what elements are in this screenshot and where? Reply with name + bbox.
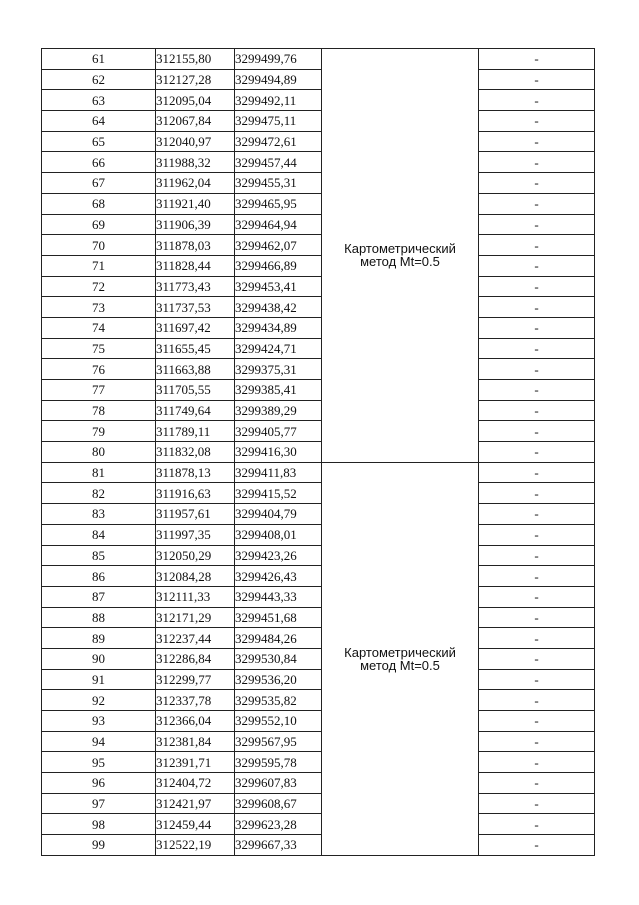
value-cell: - bbox=[479, 607, 595, 628]
point-number-cell: 71 bbox=[42, 255, 156, 276]
x-coordinate-cell: 311906,39 bbox=[156, 214, 235, 235]
x-coordinate-cell: 312067,84 bbox=[156, 111, 235, 132]
x-coordinate-cell: 311789,11 bbox=[156, 421, 235, 442]
table-row bbox=[42, 359, 595, 380]
y-coordinate-cell: 3299466,89 bbox=[235, 255, 322, 276]
x-coordinate-cell: 311832,08 bbox=[156, 442, 235, 463]
point-number-cell: 97 bbox=[42, 793, 156, 814]
method-text: Картометрический bbox=[344, 644, 456, 660]
value-cell: - bbox=[479, 173, 595, 194]
value-cell: - bbox=[479, 648, 595, 669]
point-number-cell: 63 bbox=[42, 90, 156, 111]
point-number-cell: 96 bbox=[42, 773, 156, 794]
y-coordinate-cell: 3299405,77 bbox=[235, 421, 322, 442]
table-row bbox=[42, 752, 595, 773]
x-coordinate-cell: 312522,19 bbox=[156, 835, 235, 856]
value-cell: - bbox=[479, 214, 595, 235]
y-coordinate-cell: 3299375,31 bbox=[235, 359, 322, 380]
y-coordinate-cell: 3299434,89 bbox=[235, 317, 322, 338]
x-coordinate-cell: 312391,71 bbox=[156, 752, 235, 773]
x-coordinate-cell: 312155,80 bbox=[156, 49, 235, 70]
x-coordinate-cell: 312095,04 bbox=[156, 90, 235, 111]
y-coordinate-cell: 3299623,28 bbox=[235, 814, 322, 835]
table-row bbox=[42, 255, 595, 276]
point-number-cell: 90 bbox=[42, 648, 156, 669]
value-cell: - bbox=[479, 483, 595, 504]
y-coordinate-cell: 3299475,11 bbox=[235, 111, 322, 132]
value-cell: - bbox=[479, 628, 595, 649]
table-row bbox=[42, 835, 595, 856]
value-cell: - bbox=[479, 111, 595, 132]
y-coordinate-cell: 3299494,89 bbox=[235, 69, 322, 90]
point-number-cell: 87 bbox=[42, 586, 156, 607]
point-number-cell: 98 bbox=[42, 814, 156, 835]
value-cell: - bbox=[479, 193, 595, 214]
table-row bbox=[42, 628, 595, 649]
value-cell: - bbox=[479, 255, 595, 276]
point-number-cell: 78 bbox=[42, 400, 156, 421]
point-number-cell: 72 bbox=[42, 276, 156, 297]
table-row bbox=[42, 524, 595, 545]
table-row bbox=[42, 400, 595, 421]
point-number-cell: 91 bbox=[42, 669, 156, 690]
value-cell: - bbox=[479, 338, 595, 359]
method-text: Картометрический bbox=[344, 241, 456, 257]
x-coordinate-cell: 312366,04 bbox=[156, 711, 235, 732]
y-coordinate-cell: 3299411,83 bbox=[235, 462, 322, 483]
value-cell: - bbox=[479, 297, 595, 318]
value-cell: - bbox=[479, 545, 595, 566]
x-coordinate-cell: 311878,13 bbox=[156, 462, 235, 483]
x-coordinate-cell: 312381,84 bbox=[156, 731, 235, 752]
table-row bbox=[42, 669, 595, 690]
x-coordinate-cell: 312171,29 bbox=[156, 607, 235, 628]
x-coordinate-cell: 311705,55 bbox=[156, 380, 235, 401]
value-cell: - bbox=[479, 235, 595, 256]
x-coordinate-cell: 311878,03 bbox=[156, 235, 235, 256]
table-row bbox=[42, 711, 595, 732]
y-coordinate-cell: 3299567,95 bbox=[235, 731, 322, 752]
table-row bbox=[42, 69, 595, 90]
table-row bbox=[42, 421, 595, 442]
table-row bbox=[42, 566, 595, 587]
coordinates-table bbox=[41, 48, 595, 856]
y-coordinate-cell: 3299404,79 bbox=[235, 504, 322, 525]
point-number-cell: 94 bbox=[42, 731, 156, 752]
y-coordinate-cell: 3299608,67 bbox=[235, 793, 322, 814]
point-number-cell: 99 bbox=[42, 835, 156, 856]
point-number-cell: 88 bbox=[42, 607, 156, 628]
value-cell: - bbox=[479, 566, 595, 587]
value-cell: - bbox=[479, 400, 595, 421]
x-coordinate-cell: 311663,88 bbox=[156, 359, 235, 380]
table-row bbox=[42, 607, 595, 628]
y-coordinate-cell: 3299464,94 bbox=[235, 214, 322, 235]
x-coordinate-cell: 311957,61 bbox=[156, 504, 235, 525]
x-coordinate-cell: 311962,04 bbox=[156, 173, 235, 194]
y-coordinate-cell: 3299443,33 bbox=[235, 586, 322, 607]
value-cell: - bbox=[479, 442, 595, 463]
table-row bbox=[42, 586, 595, 607]
value-cell: - bbox=[479, 317, 595, 338]
point-number-cell: 80 bbox=[42, 442, 156, 463]
x-coordinate-cell: 311655,45 bbox=[156, 338, 235, 359]
y-coordinate-cell: 3299472,61 bbox=[235, 131, 322, 152]
x-coordinate-cell: 312237,44 bbox=[156, 628, 235, 649]
value-cell: - bbox=[479, 152, 595, 173]
y-coordinate-cell: 3299455,31 bbox=[235, 173, 322, 194]
x-coordinate-cell: 311697,42 bbox=[156, 317, 235, 338]
y-coordinate-cell: 3299536,20 bbox=[235, 669, 322, 690]
value-cell: - bbox=[479, 462, 595, 483]
value-cell: - bbox=[479, 690, 595, 711]
table-row bbox=[42, 731, 595, 752]
coordinates-table-body bbox=[42, 49, 595, 856]
table-row bbox=[42, 317, 595, 338]
point-number-cell: 92 bbox=[42, 690, 156, 711]
x-coordinate-cell: 311997,35 bbox=[156, 524, 235, 545]
x-coordinate-cell: 312337,78 bbox=[156, 690, 235, 711]
point-number-cell: 89 bbox=[42, 628, 156, 649]
y-coordinate-cell: 3299457,44 bbox=[235, 152, 322, 173]
point-number-cell: 69 bbox=[42, 214, 156, 235]
value-cell: - bbox=[479, 711, 595, 732]
x-coordinate-cell: 312050,29 bbox=[156, 545, 235, 566]
x-coordinate-cell: 311737,53 bbox=[156, 297, 235, 318]
table-row bbox=[42, 793, 595, 814]
table-row bbox=[42, 90, 595, 111]
y-coordinate-cell: 3299438,42 bbox=[235, 297, 322, 318]
y-coordinate-cell: 3299499,76 bbox=[235, 49, 322, 70]
value-cell: - bbox=[479, 276, 595, 297]
x-coordinate-cell: 311828,44 bbox=[156, 255, 235, 276]
table-row bbox=[42, 173, 595, 194]
x-coordinate-cell: 312127,28 bbox=[156, 69, 235, 90]
y-coordinate-cell: 3299484,26 bbox=[235, 628, 322, 649]
value-cell: - bbox=[479, 793, 595, 814]
x-coordinate-cell: 312286,84 bbox=[156, 648, 235, 669]
point-number-cell: 68 bbox=[42, 193, 156, 214]
y-coordinate-cell: 3299492,11 bbox=[235, 90, 322, 111]
x-coordinate-cell: 311749,64 bbox=[156, 400, 235, 421]
x-coordinate-cell: 312040,97 bbox=[156, 131, 235, 152]
point-number-cell: 70 bbox=[42, 235, 156, 256]
table-row bbox=[42, 814, 595, 835]
table-row bbox=[42, 504, 595, 525]
table-row bbox=[42, 152, 595, 173]
table-row bbox=[42, 235, 595, 256]
y-coordinate-cell: 3299416,30 bbox=[235, 442, 322, 463]
table-row bbox=[42, 297, 595, 318]
value-cell: - bbox=[479, 731, 595, 752]
value-cell: - bbox=[479, 359, 595, 380]
table-row bbox=[42, 193, 595, 214]
x-coordinate-cell: 312299,77 bbox=[156, 669, 235, 690]
point-number-cell: 74 bbox=[42, 317, 156, 338]
table-row bbox=[42, 338, 595, 359]
x-coordinate-cell: 312084,28 bbox=[156, 566, 235, 587]
y-coordinate-cell: 3299607,83 bbox=[235, 773, 322, 794]
y-coordinate-cell: 3299408,01 bbox=[235, 524, 322, 545]
point-number-cell: 67 bbox=[42, 173, 156, 194]
y-coordinate-cell: 3299552,10 bbox=[235, 711, 322, 732]
value-cell: - bbox=[479, 814, 595, 835]
point-number-cell: 82 bbox=[42, 483, 156, 504]
point-number-cell: 64 bbox=[42, 111, 156, 132]
table-row bbox=[42, 648, 595, 669]
method-text: метод Mt=0.5 bbox=[360, 254, 440, 270]
x-coordinate-cell: 311773,43 bbox=[156, 276, 235, 297]
point-number-cell: 95 bbox=[42, 752, 156, 773]
value-cell: - bbox=[479, 835, 595, 856]
value-cell: - bbox=[479, 69, 595, 90]
value-cell: - bbox=[479, 421, 595, 442]
y-coordinate-cell: 3299415,52 bbox=[235, 483, 322, 504]
value-cell: - bbox=[479, 752, 595, 773]
point-number-cell: 85 bbox=[42, 545, 156, 566]
y-coordinate-cell: 3299595,78 bbox=[235, 752, 322, 773]
point-number-cell: 73 bbox=[42, 297, 156, 318]
x-coordinate-cell: 311988,32 bbox=[156, 152, 235, 173]
table-row bbox=[42, 131, 595, 152]
value-cell: - bbox=[479, 380, 595, 401]
point-number-cell: 93 bbox=[42, 711, 156, 732]
table-row bbox=[42, 380, 595, 401]
point-number-cell: 76 bbox=[42, 359, 156, 380]
value-cell: - bbox=[479, 504, 595, 525]
y-coordinate-cell: 3299453,41 bbox=[235, 276, 322, 297]
y-coordinate-cell: 3299462,07 bbox=[235, 235, 322, 256]
value-cell: - bbox=[479, 131, 595, 152]
point-number-cell: 75 bbox=[42, 338, 156, 359]
table-row bbox=[42, 483, 595, 504]
table-row bbox=[42, 462, 595, 483]
y-coordinate-cell: 3299423,26 bbox=[235, 545, 322, 566]
method-text: метод Mt=0.5 bbox=[360, 657, 440, 673]
point-number-cell: 83 bbox=[42, 504, 156, 525]
x-coordinate-cell: 312421,97 bbox=[156, 793, 235, 814]
value-cell: - bbox=[479, 524, 595, 545]
y-coordinate-cell: 3299530,84 bbox=[235, 648, 322, 669]
method-cell bbox=[322, 49, 479, 463]
table-row bbox=[42, 442, 595, 463]
method-cell bbox=[322, 462, 479, 855]
x-coordinate-cell: 312111,33 bbox=[156, 586, 235, 607]
x-coordinate-cell: 311921,40 bbox=[156, 193, 235, 214]
point-number-cell: 61 bbox=[42, 49, 156, 70]
point-number-cell: 66 bbox=[42, 152, 156, 173]
y-coordinate-cell: 3299535,82 bbox=[235, 690, 322, 711]
table-row bbox=[42, 111, 595, 132]
y-coordinate-cell: 3299451,68 bbox=[235, 607, 322, 628]
table-row bbox=[42, 545, 595, 566]
x-coordinate-cell: 312459,44 bbox=[156, 814, 235, 835]
point-number-cell: 84 bbox=[42, 524, 156, 545]
point-number-cell: 81 bbox=[42, 462, 156, 483]
y-coordinate-cell: 3299426,43 bbox=[235, 566, 322, 587]
value-cell: - bbox=[479, 669, 595, 690]
y-coordinate-cell: 3299667,33 bbox=[235, 835, 322, 856]
point-number-cell: 77 bbox=[42, 380, 156, 401]
table-row bbox=[42, 276, 595, 297]
value-cell: - bbox=[479, 773, 595, 794]
y-coordinate-cell: 3299424,71 bbox=[235, 338, 322, 359]
y-coordinate-cell: 3299385,41 bbox=[235, 380, 322, 401]
table-row bbox=[42, 49, 595, 70]
table-row bbox=[42, 214, 595, 235]
y-coordinate-cell: 3299389,29 bbox=[235, 400, 322, 421]
value-cell: - bbox=[479, 90, 595, 111]
point-number-cell: 79 bbox=[42, 421, 156, 442]
x-coordinate-cell: 312404,72 bbox=[156, 773, 235, 794]
point-number-cell: 65 bbox=[42, 131, 156, 152]
value-cell: - bbox=[479, 49, 595, 70]
value-cell: - bbox=[479, 586, 595, 607]
point-number-cell: 86 bbox=[42, 566, 156, 587]
y-coordinate-cell: 3299465,95 bbox=[235, 193, 322, 214]
point-number-cell: 62 bbox=[42, 69, 156, 90]
table-row bbox=[42, 773, 595, 794]
x-coordinate-cell: 311916,63 bbox=[156, 483, 235, 504]
table-row bbox=[42, 690, 595, 711]
